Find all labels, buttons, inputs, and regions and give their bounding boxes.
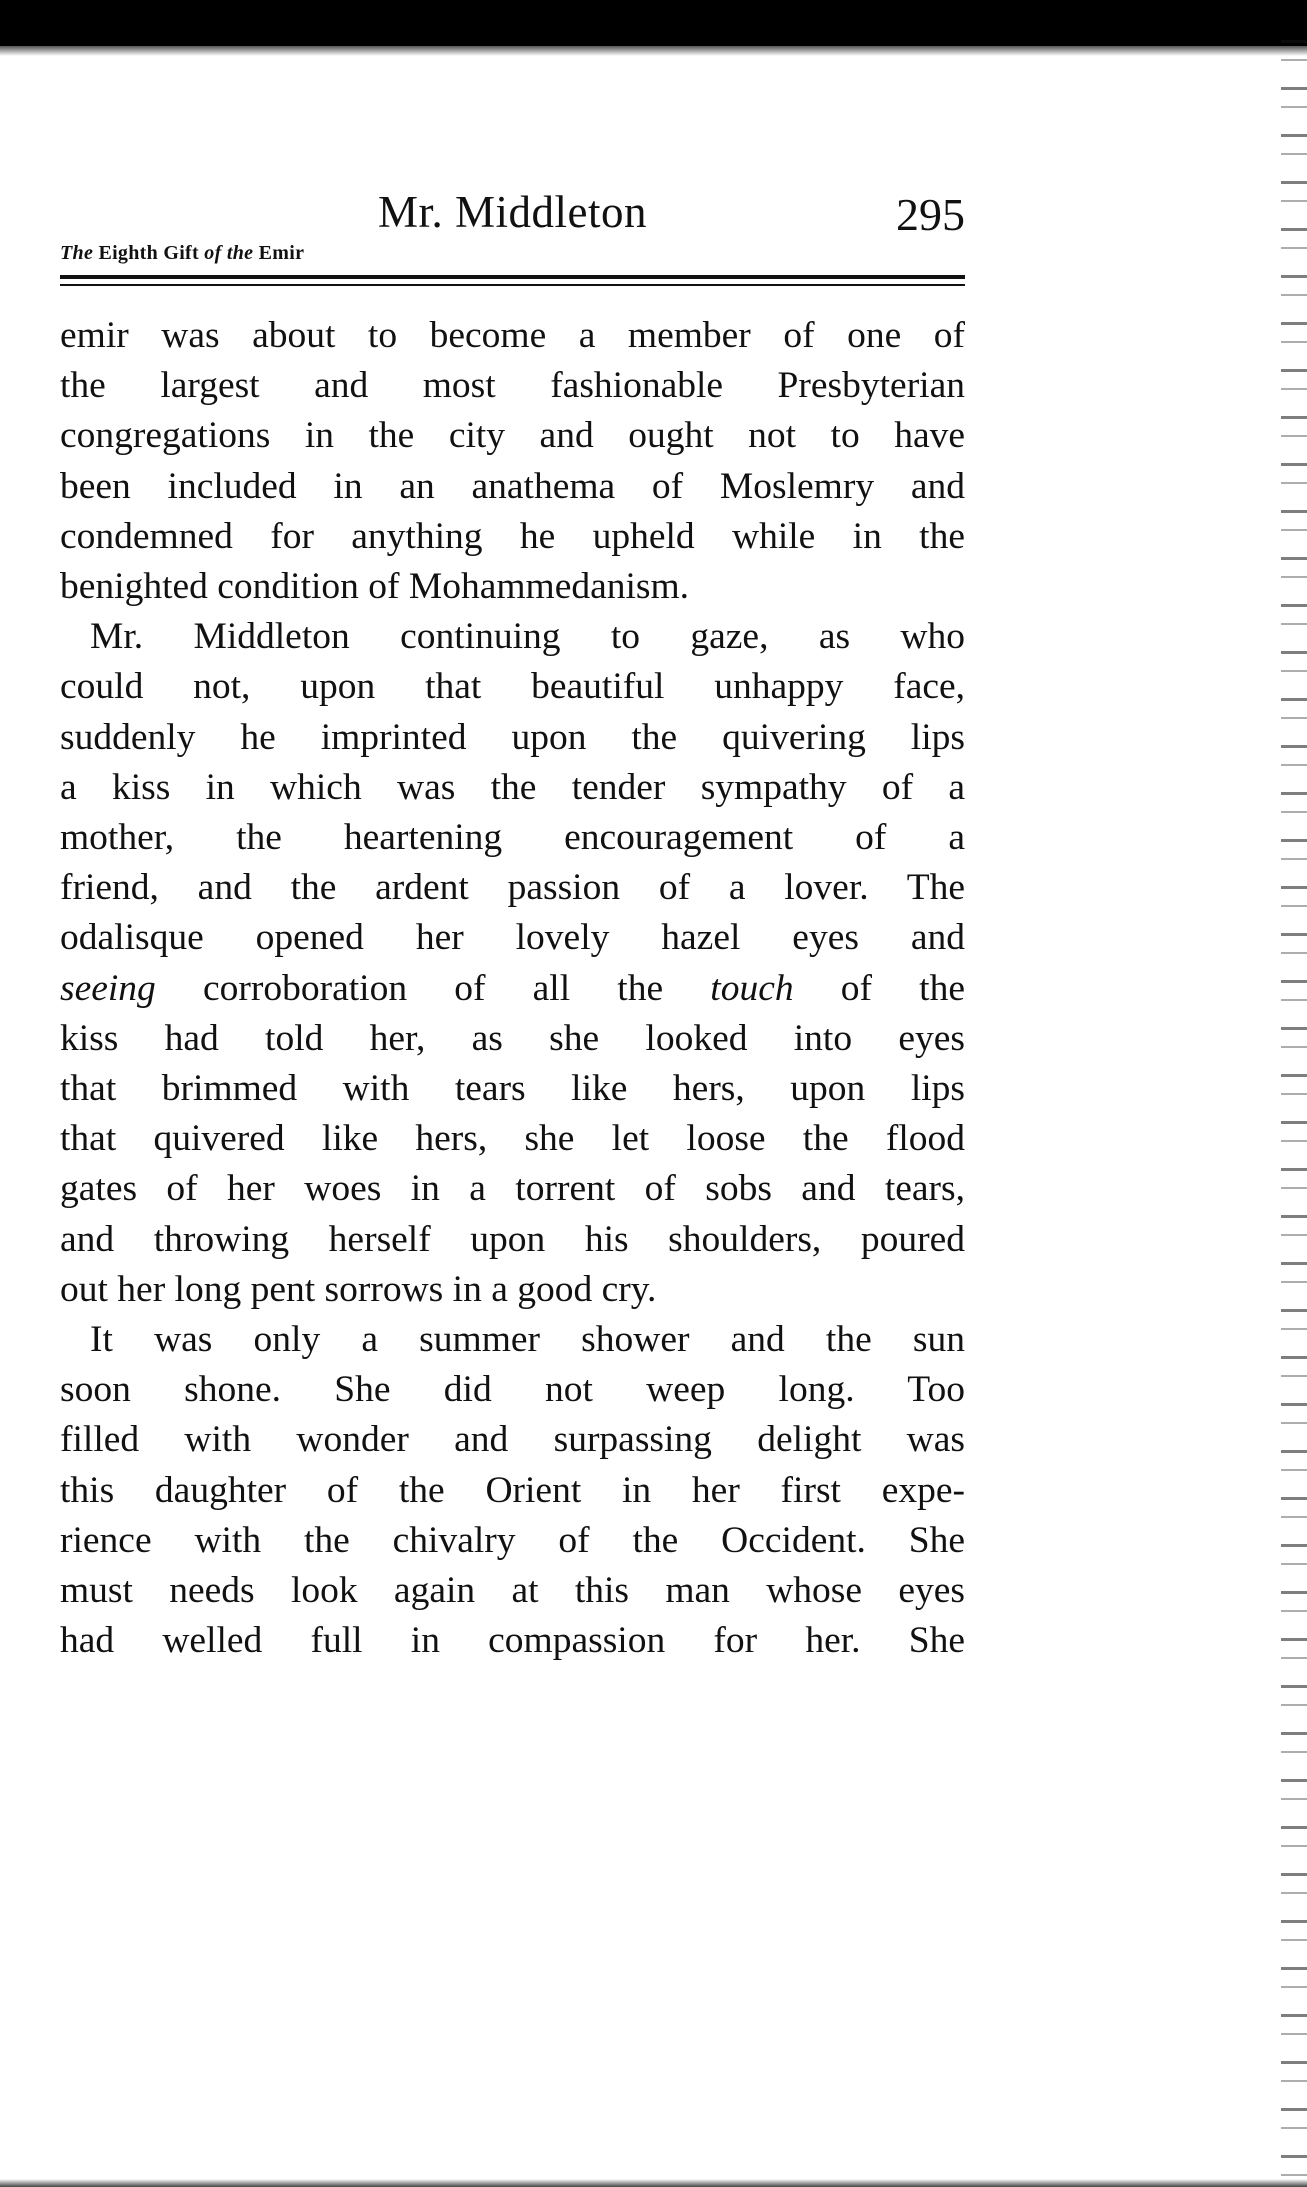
scan-right-edge — [1281, 40, 1307, 2187]
text-line: emir was about to become a member of one of — [60, 315, 965, 356]
header-double-rule — [60, 275, 965, 295]
text-line: kiss had told her, as she looked into eyes — [60, 1017, 965, 1059]
scan-bottom-edge — [0, 2179, 1307, 2187]
text-line: the largest and most fashionable Presbyterian — [60, 365, 965, 407]
text-line: suddenly he imprinted upon the quivering lips — [60, 716, 965, 758]
subhead-eighth-gift: Eighth Gift — [98, 242, 199, 264]
text-line: been included in an anathema of Moslemry and — [60, 465, 965, 507]
text-line: It was only a summer shower and the sun — [90, 1319, 965, 1361]
text-line: and throwing herself upon his shoulders, poured — [60, 1218, 965, 1260]
text-line: friend, and the ardent passion of a lover. The — [60, 867, 965, 909]
text-line: had welled full in compassion for her. She — [60, 1620, 965, 1662]
subhead-the-1: The — [60, 242, 94, 264]
text-line: mother, the heartening encouragement of a — [60, 817, 965, 859]
italic-word-touch: touch — [710, 967, 794, 1009]
page-title: Mr. Middleton — [377, 187, 647, 237]
text-line: a kiss in which was the tender sympathy of a — [60, 766, 965, 808]
text-line-italic — [60, 964, 965, 1014]
text-line: that quivered like hers, she let loose the flood — [60, 1118, 965, 1160]
text-line: odalisque opened her lovely hazel eyes and — [60, 917, 965, 959]
text-line: filled with wonder and surpassing delight was — [60, 1419, 965, 1461]
text-line: Mr. Middleton continuing to gaze, as who — [90, 616, 965, 658]
paragraph-1 — [60, 311, 965, 612]
scan-top-shadow — [0, 46, 1307, 56]
text-line: soon shone. She did not weep long. Too — [60, 1369, 965, 1411]
line-fragment: corroboration of all the — [155, 967, 711, 1009]
page-number: 295 — [896, 189, 965, 240]
text-line: benighted condition of Mohammedanism. — [60, 566, 690, 608]
text-line: rience with the chivalry of the Occident. She — [60, 1519, 965, 1561]
text-line: out her long pent sorrows in a good cry. — [60, 1268, 657, 1310]
scan-top-border — [0, 0, 1307, 46]
text-line: congregations in the city and ought not to have — [60, 415, 965, 457]
text-line: this daughter of the Orient in her first expe- — [60, 1469, 965, 1511]
text-line: could not, upon that beautiful unhappy face, — [60, 666, 965, 708]
text-line: must needs look again at this man whose eyes — [60, 1570, 965, 1612]
subhead-of: of — [204, 242, 222, 264]
chapter-subhead — [60, 242, 965, 265]
paragraph-2 — [60, 612, 965, 1315]
text-line: that brimmed with tears like hers, upon lips — [60, 1068, 965, 1110]
paragraph-3 — [60, 1315, 965, 1666]
running-head — [60, 180, 965, 240]
body-text — [60, 311, 965, 1666]
text-line: gates of her woes in a torrent of sobs and tears, — [60, 1168, 965, 1210]
book-page — [60, 180, 965, 1666]
subhead-the-2: the — [226, 242, 254, 264]
subhead-emir: Emir — [258, 242, 305, 264]
text-line: condemned for anything he upheld while in the — [60, 515, 965, 557]
italic-word-seeing: seeing — [60, 967, 156, 1009]
line-fragment: of the — [793, 967, 965, 1009]
